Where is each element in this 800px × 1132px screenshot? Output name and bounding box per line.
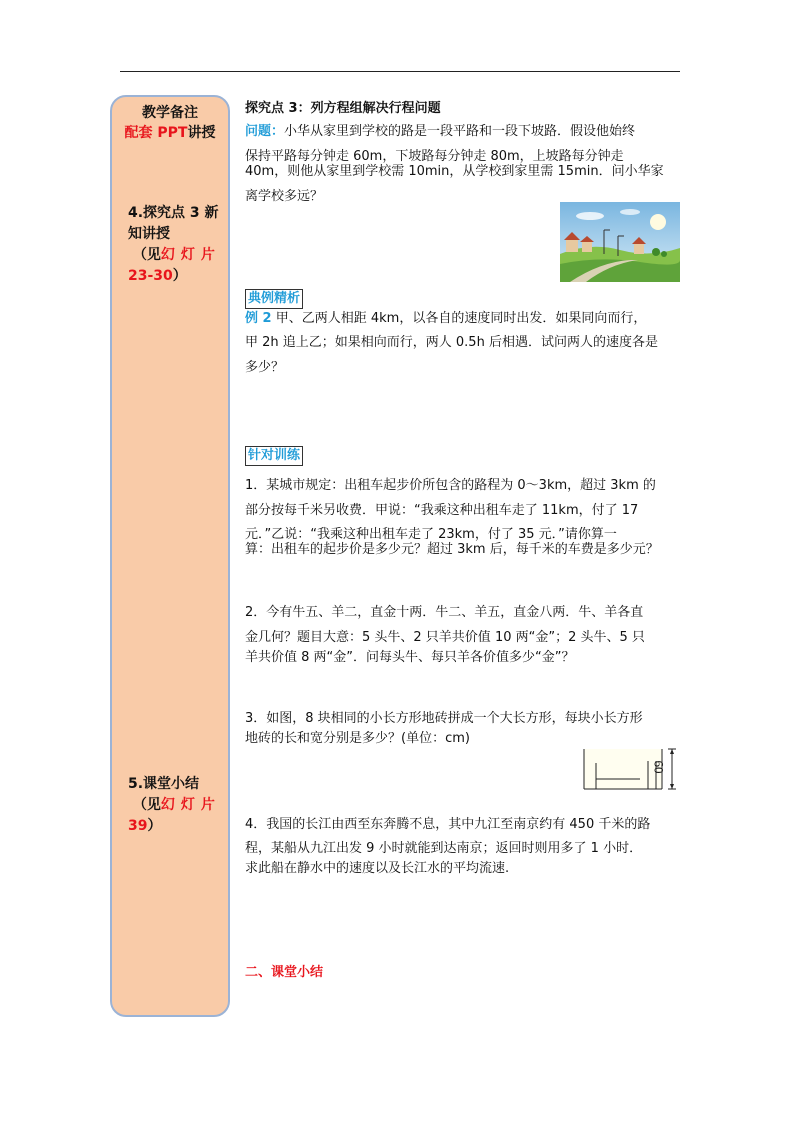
example-section-box: 典例精析 bbox=[245, 289, 303, 309]
problem-label: 问题： bbox=[245, 124, 285, 139]
sidebar-note-point3 bbox=[128, 203, 224, 287]
header-rule bbox=[120, 71, 680, 72]
q2-line: 羊共价值 8 两“金”．问每头牛、每只羊各价值多少“金”？ bbox=[245, 650, 575, 665]
q4-line: 程，某船从九江出发 9 小时就能到达南京；返回时则用多了 1 小时． bbox=[245, 841, 643, 856]
note-slide-ref: （见幻灯片 bbox=[132, 247, 221, 263]
q1-line: 部分按每千米另收费．甲说：“我乘这种出租车走了 11km，付了 17 bbox=[245, 503, 639, 518]
example-label: 例 2 bbox=[245, 311, 272, 326]
q1-line: 元．”乙说：“我乘这种出租车走了 23km，付了 35 元．”请你算一 bbox=[245, 527, 617, 542]
figure-dimension-label: 60 bbox=[651, 760, 667, 774]
note-slide-range: 39） bbox=[128, 818, 162, 834]
problem-line: 40m，则他从家里到学校需 10min，从学校到家里需 15min．问小华家 bbox=[245, 164, 664, 179]
q3-line: 3．如图，8 块相同的小长方形地砖拼成一个大长方形，每块小长方形 bbox=[245, 711, 643, 726]
note-line: 4.探究点 3 新 bbox=[128, 205, 219, 221]
q4-line: 4．我国的长江由西至东奔腾不息，其中九江至南京约有 450 千米的路 bbox=[245, 817, 651, 832]
q1-line: 算：出租车的起步价是多少元？超过 3km 后，每千米的车费是多少元？ bbox=[245, 542, 659, 557]
q3-line: 地砖的长和宽分别是多少？(单位：cm) bbox=[245, 731, 470, 746]
q2-line: 金几何？题目大意：5 头牛、2 只羊共价值 10 两“金”；2 头牛、5 只 bbox=[245, 630, 645, 645]
example-line: 多少？ bbox=[245, 360, 285, 375]
sidebar-title: 教学备注 bbox=[142, 105, 198, 121]
q4-line: 求此船在静水中的速度以及长江水的平均流速. bbox=[245, 861, 510, 876]
tile-rectangle-figure bbox=[580, 745, 680, 793]
section-two-heading: 二、课堂小结 bbox=[245, 965, 324, 980]
sidebar-note-summary bbox=[128, 774, 224, 837]
q1-line: 1．某城市规定：出租车起步价所包含的路程为 0～3km，超过 3km 的 bbox=[245, 478, 656, 493]
example-line: 例 2 甲、乙两人相距 4km，以各自的速度同时出发．如果同向而行， bbox=[245, 311, 647, 326]
example-line: 甲 2h 追上乙；如果相向而行，两人 0.5h 后相遇．试问两人的速度各是 bbox=[245, 335, 658, 350]
teaching-notes-sidebar bbox=[110, 95, 230, 1017]
sidebar-heading bbox=[112, 103, 228, 143]
road-scene-illustration bbox=[560, 202, 680, 282]
section-heading: 探究点 3：列方程组解决行程问题 bbox=[245, 101, 441, 116]
sidebar-subtitle-rest: 讲授 bbox=[187, 125, 216, 141]
note-line: 5.课堂小结 bbox=[128, 776, 200, 792]
note-slide-range: 23-30） bbox=[128, 268, 187, 284]
note-slide-ref: （见幻灯片 bbox=[132, 797, 221, 813]
sidebar-subtitle bbox=[112, 123, 228, 143]
problem-line: 问题：小华从家里到学校的路是一段平路和一段下坡路．假设他始终 bbox=[245, 124, 636, 139]
q2-line: 2．今有牛五、羊二，直金十两．牛二、羊五，直金八两．牛、羊各直 bbox=[245, 605, 644, 620]
note-line: 知讲授 bbox=[128, 226, 170, 242]
problem-line: 保持平路每分钟走 60m，下坡路每分钟走 80m，上坡路每分钟走 bbox=[245, 149, 624, 164]
problem-line: 离学校多远？ bbox=[245, 189, 324, 204]
sidebar-subtitle-ppt: 配套 PPT bbox=[124, 125, 188, 141]
training-section-box: 针对训练 bbox=[245, 446, 303, 466]
